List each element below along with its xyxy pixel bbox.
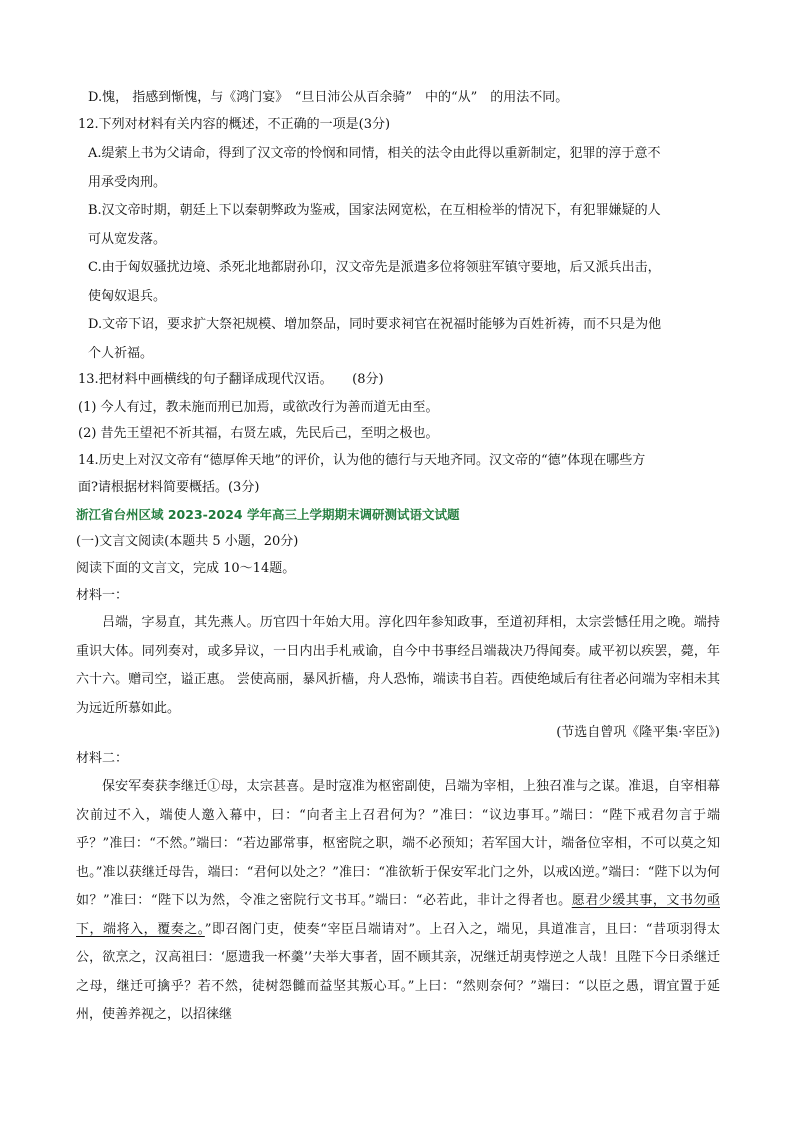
q12-option-c-line1: C.由于匈奴骚扰边境、杀死北地都尉孙卬，汉文帝先是派遣多位将领驻军镇守要地，后又派兵出击，: [88, 260, 661, 275]
q12-option-b-line2: 可从宽发落。: [88, 232, 167, 247]
q12-option-b-line1: B.汉文帝时期，朝廷上下以秦朝弊政为鉴戒，国家法网宽松，在互相检举的情况下，有犯罪嫌疑的人: [88, 203, 661, 218]
q13-sentence-2: (2) 昔先王望祀不祈其福，右贤左戚，先民后己，至明之极也。: [78, 426, 439, 441]
material2-text-after: ”即召阁门吏，使奏“宰臣吕端请对”。上召入之，端见，具道准言，且曰：“昔项羽得太公，欲烹之，汉高祖曰：‘愿遗我一杯羹’’夫举大事者，固不顾其亲，况继迁胡夷悖逆之人哉！且陛下今日杀继迁之母，继迁可擒乎？若不然，徒树怨雠而益坚其叛心耳。”上曰：“然则奈何？”端曰：“以臣之愚，谓宜置于延州，使善养视之，以招徕继: [76, 921, 720, 1022]
material1-source: (节选自曾巩《隆平集·宰臣》): [556, 725, 720, 740]
q13-stem: 13.把材料中画横线的句子翻译成现代汉语。 (8分): [78, 372, 384, 387]
q12-stem: 12.下列对材料有关内容的概述，不正确的一项是(3分): [78, 117, 391, 132]
q11-option-d: D.愧， 指感到惭愧，与《鸿门宴》 “旦日沛公从百余骑” 中的“从” 的用法不同。: [88, 90, 569, 105]
q12-option-d-line2: 个人祈福。: [88, 346, 154, 361]
q12-option-d-line1: D.文帝下诏，要求扩大祭祀规模、增加祭品，同时要求祠官在祝福时能够为百姓祈祷，而不只是为他: [88, 317, 662, 332]
q12-option-a-line1: A.缇萦上书为父请命，得到了汉文帝的怜悯和同情，相关的法令由此得以重新制定，犯罪的淳于意不: [88, 146, 661, 161]
q12-option-c-line2: 使匈奴退兵。: [88, 289, 167, 304]
material2-label: 材料二：: [76, 751, 129, 766]
material1-text: 吕端，字易直，其先燕人。历官四十年始大用。淳化四年参知政事，至道初拜相，太宗尝憾任用之晚。端持重识大体。同列奏对，或多异议，一日内出手札戒谕，自今中书事经吕端裁决乃得闻奏。咸平初以疾罢，薨，年六十六。赠司空，谥正惠。 尝使高丽，暴风折樯，舟人恐怖，端读书自若。西使绝域后有往者必问端为宰相未其为远近所慕如此。: [76, 615, 720, 716]
q14-line2: 面?请根据材料简要概括。(3分): [78, 480, 260, 495]
material2-text: [76, 773, 720, 1043]
section-title: 浙江省台州区域 2023-2024 学年高三上学期期末调研测试语文试题: [76, 507, 460, 522]
instruction: 阅读下面的文言文，完成 10～14题。: [76, 561, 296, 576]
q12-option-a-line2: 用承受肉刑。: [88, 175, 167, 190]
material2-underlined-sentence: 愿君少缓其事，文书勿亟下，端将入，覆奏之。: [76, 893, 720, 937]
material2-text-before: 保安军奏获李继迁①母，太宗甚喜。是时寇准为枢密副使，吕端为宰相，上独召准与之谋。准退，自宰相幕次前过不入，端使人邀入幕中，曰：“向者主上召君何为？”准曰：“议边事耳。”端曰：“陛下戒君勿言于端乎？”准曰：“不然。”端曰：“若边鄙常事，枢密院之职，端不必预知；若军国大计，端备位宰相，不可以莫之知也。”准以获继迁母告，端曰：“君何以处之？”准曰：“准欲斩于保安军北门之外，以戒凶逆。”端曰：“陛下以为何如？”准曰：“陛下以为然，令准之密院行文书耳。”端曰：“必若此，非计之得者也。: [76, 779, 720, 908]
q13-sentence-1: (1) 今人有过，教未施而刑已加焉，或欲改行为善而道无由至。: [78, 400, 439, 415]
q14-line1: 14.历史上对汉文帝有“德厚侔天地”的评价，认为他的德行与天地齐同。汉文帝的“德”体现在哪些方: [78, 453, 646, 468]
part-heading: (一)文言文阅读(本题共 5 小题，20分): [76, 534, 299, 549]
material1-label: 材料一：: [76, 588, 129, 603]
